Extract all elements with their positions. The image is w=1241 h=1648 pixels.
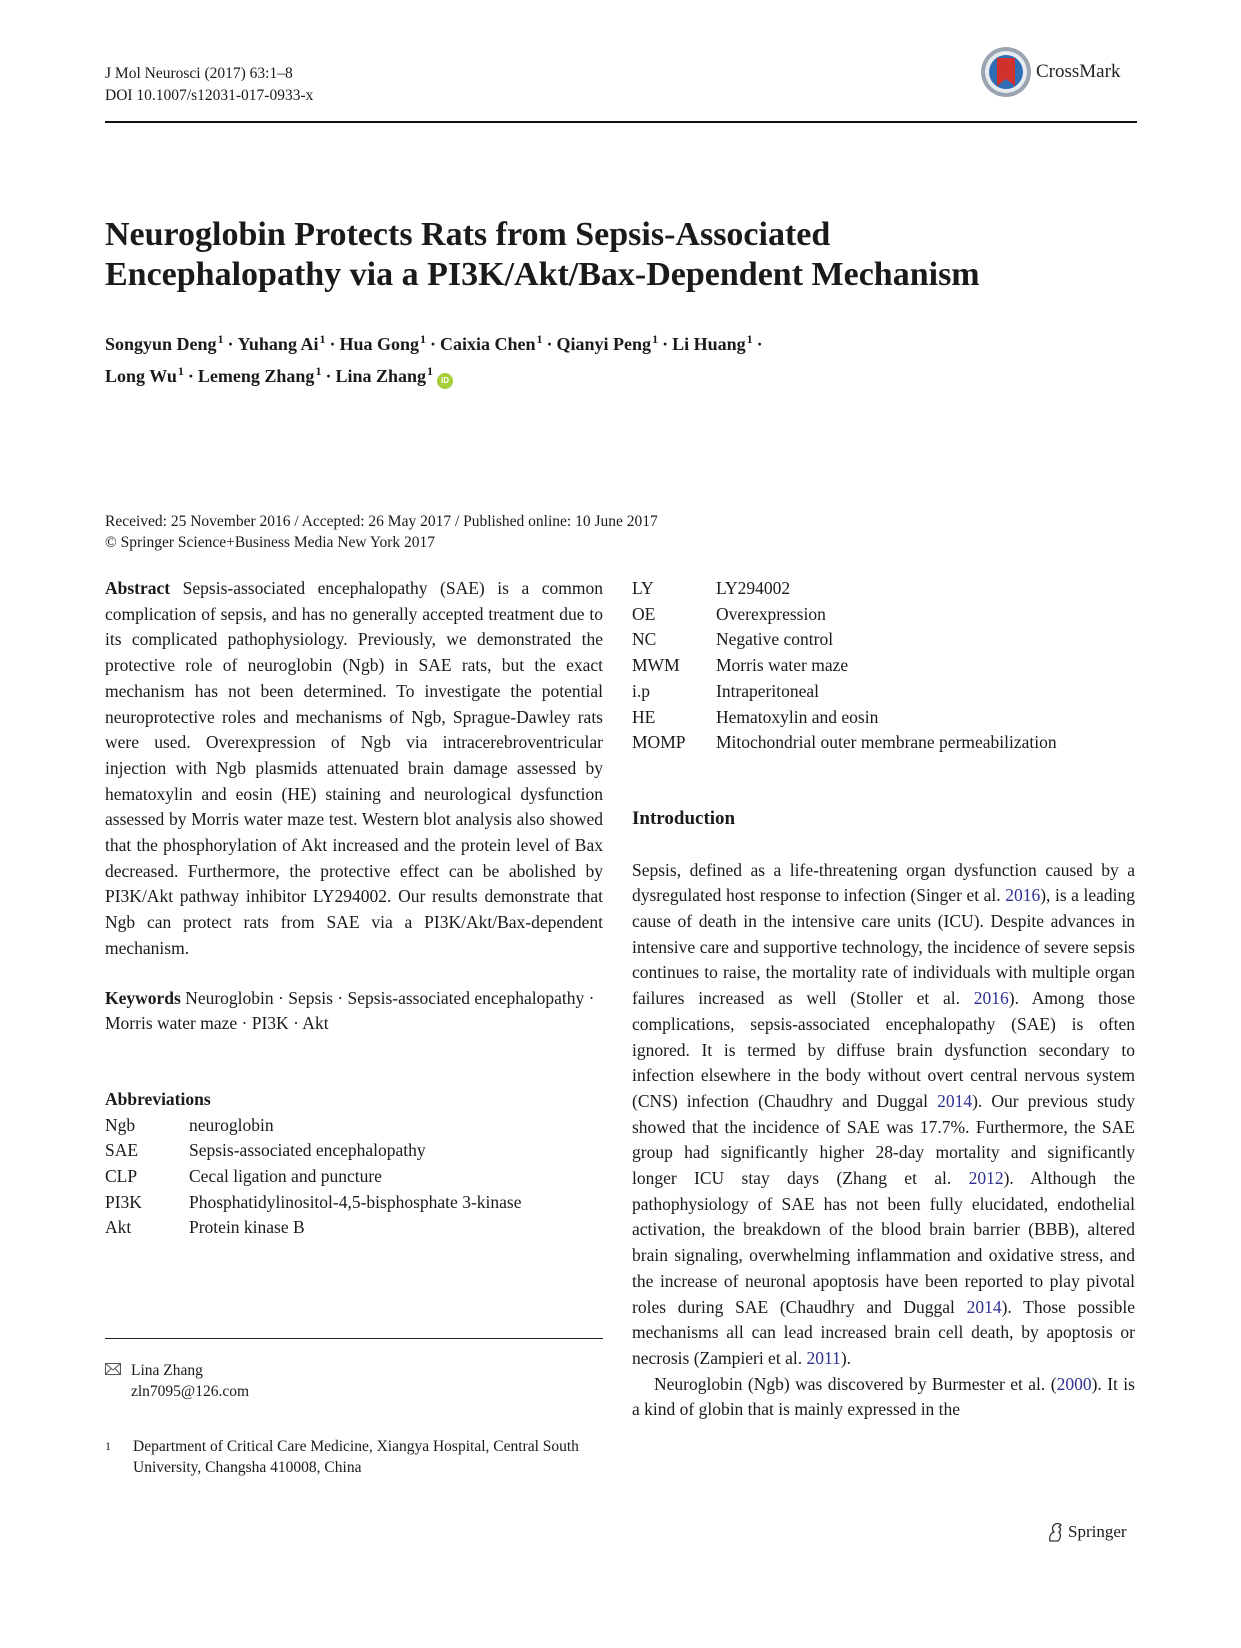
intro-paragraph-2 <box>632 1372 1135 1423</box>
abbreviation-definition: Mitochondrial outer membrane permeabilization <box>716 732 1057 753</box>
introduction-heading: Introduction <box>632 807 736 829</box>
abbreviation: SAE <box>105 1140 139 1161</box>
abbreviations-table-continued <box>632 576 1057 756</box>
intro-text: ). It is a kind of globin that is mainly expressed in the <box>632 1373 1135 1420</box>
citation-link[interactable]: 2016 <box>973 988 1009 1009</box>
author-separator: · <box>756 334 763 354</box>
intro-text: ). Among those complications, sepsis-associated encephalopathy (SAE) is often ignored. It is termed by diffuse brain dysfunction secondary to infection elsewhere in the body without overt central nervous system (CNS) infection (Chaudhry and Duggal <box>632 988 1135 1111</box>
abbreviations-title: Abbreviations <box>105 1088 211 1109</box>
affiliation-marker: 1 <box>420 332 426 346</box>
correspondence <box>105 1360 249 1402</box>
publication-dates <box>105 511 658 553</box>
keywords-label: Keywords <box>105 987 181 1008</box>
affiliation-number: 1 <box>105 1439 111 1453</box>
citation-link[interactable]: 2014 <box>937 1090 973 1111</box>
abbreviation-definition: Protein kinase B <box>189 1217 305 1238</box>
citation-link[interactable]: 2011 <box>806 1347 841 1368</box>
abbreviation-row <box>632 653 1057 679</box>
author-name[interactable]: Yuhang Ai <box>237 334 319 354</box>
affiliation-marker: 1 <box>427 364 433 378</box>
abbreviation-row <box>105 1113 521 1139</box>
intro-text: ). Those possible mechanisms all can lead increased brain cell death, by apoptosis or necrosis (Zampieri et al. <box>632 1296 1135 1368</box>
abbreviation-row <box>105 1138 521 1164</box>
publisher-name: Springer <box>1068 1522 1127 1541</box>
abbreviation-row <box>105 1164 521 1190</box>
abstract-label: Abstract <box>105 578 171 598</box>
abstract <box>105 576 603 962</box>
author-name[interactable]: Lina Zhang <box>335 366 426 386</box>
journal-citation: J Mol Neurosci (2017) 63:1–8 <box>105 65 293 82</box>
author-name[interactable]: Long Wu <box>105 366 177 386</box>
article-title <box>105 215 1135 295</box>
abbreviation-definition: Morris water maze <box>716 655 849 676</box>
crossmark-badge[interactable] <box>980 46 1120 98</box>
affiliation-marker: 1 <box>177 364 184 378</box>
intro-text: Neuroglobin (Ngb) was discovered by Burmester et al. ( <box>654 1373 1057 1394</box>
orcid-icon[interactable]: iD <box>437 373 453 389</box>
author-separator: · <box>546 334 553 354</box>
abbreviation: i.p <box>632 680 650 701</box>
corresponding-author: Lina Zhang <box>131 1362 203 1379</box>
abbreviation-definition: Sepsis-associated encephalopathy <box>189 1140 426 1161</box>
abbreviation: HE <box>632 706 656 727</box>
history-dates: Received: 25 November 2016 / Accepted: 26 May 2017 / Published online: 10 June 2017 <box>105 513 658 530</box>
author-name[interactable]: Qianyi Peng <box>556 334 652 354</box>
abbreviation-row <box>632 627 1057 653</box>
intro-text: ). Our previous study showed that the incidence of SAE was 17.7%. Furthermore, the SAE group had significantly higher 28-day mortality and significantly longer ICU stay days (Zhang et al. <box>632 1090 1136 1189</box>
author-name[interactable]: Lemeng Zhang <box>197 366 315 386</box>
keywords <box>105 986 603 1037</box>
abbreviation-row <box>632 730 1057 756</box>
corresponding-email[interactable]: zln7095@126.com <box>131 1383 250 1400</box>
intro-paragraph-1 <box>632 858 1135 1372</box>
abbreviation: Ngb <box>105 1114 136 1135</box>
affiliation-text: Department of Critical Care Medicine, Xiangya Hospital, Central South University, Changsha 410008, China <box>133 1438 579 1476</box>
abbreviation-row <box>632 705 1057 731</box>
abbreviation: MOMP <box>632 732 686 753</box>
author-separator: · <box>662 334 669 354</box>
intro-text: Sepsis, defined as a life-threatening organ dysfunction caused by a dysregulated host response to infection (Singer et al. <box>632 859 1135 906</box>
abbreviation-definition: Overexpression <box>716 603 826 624</box>
envelope-icon[interactable] <box>105 1360 123 1381</box>
abbreviation: PI3K <box>105 1191 142 1212</box>
citation-link[interactable]: 2016 <box>1005 885 1041 906</box>
abbreviation: Akt <box>105 1217 132 1238</box>
affiliation-marker: 1 <box>319 332 326 346</box>
abbreviation-row <box>632 602 1057 628</box>
author-name[interactable]: Songyun Deng <box>105 334 217 354</box>
affiliation-marker: 1 <box>536 332 543 346</box>
affiliation-marker: 1 <box>652 332 659 346</box>
abbreviation-definition: Phosphatidylinositol-4,5-bisphosphate 3-kinase <box>189 1191 522 1212</box>
right-column <box>632 576 1135 1423</box>
abbreviation: CLP <box>105 1166 138 1187</box>
intro-text: ). Although the pathophysiology of SAE has not been fully elucidated, endothelial activation, the breakdown of the blood brain barrier (BBB), altered brain signaling, overwhelming inflammation and oxidative stress, and the increase of neuronal apoptosis have been reported to play pivotal roles during SAE (Chaudhry and Duggal <box>632 1168 1136 1317</box>
left-column <box>105 576 603 1241</box>
abbreviation-definition: Negative control <box>716 629 834 650</box>
citation-link[interactable]: 2000 <box>1056 1373 1092 1394</box>
springer-footer <box>1046 1522 1127 1542</box>
citation-link[interactable]: 2012 <box>968 1168 1004 1189</box>
abstract-text: Sepsis-associated encephalopathy (SAE) is a common complication of sepsis, and has no generally accepted treatment due to its complicated pathophysiology. Previously, we demonstrated the protective role of neuroglobin (Ngb) in SAE rats, but the exact mechanism has not been determined. To investigate the potential neuroprotective roles and mechanisms of Ngb, Sprague-Dawley rats were used. Overexpression of Ngb via intracerebroventricular injection with Ngb plasmids attenuated brain damage assessed by hematoxylin and eosin (HE) staining and neurological dysfunction assessed by Morris water maze test. Western blot analysis also showed that the phosphorylation of Akt increased and the protein level of Bax decreased. Furthermore, the protective effect can be abolished by PI3K/Akt pathway inhibitor LY294002. Our results demonstrate that Ngb can protect rats from SAE via a PI3K/Akt/Bax-dependent mechanism. <box>105 578 603 958</box>
abbreviation: NC <box>632 629 657 650</box>
abbreviation: LY <box>632 578 654 598</box>
abbreviation-definition: neuroglobin <box>189 1114 274 1135</box>
author-name[interactable]: Hua Gong <box>339 334 419 354</box>
author-name[interactable]: Li Huang <box>672 334 746 354</box>
crossmark-label: CrossMark <box>1036 61 1121 82</box>
affiliation-marker: 1 <box>217 332 224 346</box>
author-line-1 <box>105 326 1135 358</box>
author-separator: · <box>227 334 234 354</box>
affiliation-marker: 1 <box>315 364 322 378</box>
author-separator: · <box>430 334 437 354</box>
title-line-2: Encephalopathy via a PI3K/Akt/Bax-Dependent Mechanism <box>105 256 980 293</box>
footnote-rule <box>105 1338 603 1339</box>
abbreviation-definition: LY294002 <box>716 578 791 598</box>
crossmark-icon <box>980 46 1032 98</box>
citation-link[interactable]: 2014 <box>966 1296 1002 1317</box>
intro-text: ), is a leading cause of death in the intensive care units (ICU). Despite advances in intensive care and supportive technology, the incidence of severe sepsis continues to raise, the mortality rate of individuals with multiple organ failures increased as well (Stoller et al. <box>632 885 1136 1009</box>
affiliation-marker: 1 <box>746 332 753 346</box>
author-separator: · <box>329 334 336 354</box>
springer-horse-icon <box>1046 1522 1064 1542</box>
abbreviation-definition: Intraperitoneal <box>716 680 820 701</box>
doi[interactable]: DOI 10.1007/s12031-017-0933-x <box>105 87 314 104</box>
affiliation <box>105 1436 603 1478</box>
abbreviation-row <box>105 1215 521 1241</box>
abbreviation: MWM <box>632 655 680 676</box>
keywords-text: Neuroglobin · Sepsis · Sepsis-associated encephalopathy · Morris water maze · PI3K · Akt <box>105 987 595 1034</box>
abbreviations-table <box>105 1113 521 1242</box>
abbreviation-row <box>632 679 1057 705</box>
introduction-body <box>632 858 1135 1423</box>
copyright: © Springer Science+Business Media New York 2017 <box>105 534 436 551</box>
author-separator: · <box>325 366 332 386</box>
abbreviation-row <box>632 576 1057 602</box>
author-name[interactable]: Caixia Chen <box>440 334 536 354</box>
author-list <box>105 326 1135 390</box>
author-separator: · <box>187 366 194 386</box>
intro-text: ). <box>840 1347 852 1368</box>
journal-header <box>105 63 313 107</box>
author-line-2 <box>105 358 1135 390</box>
abbreviation: OE <box>632 603 656 624</box>
abbreviation-row <box>105 1190 521 1216</box>
abbreviation-definition: Hematoxylin and eosin <box>716 706 879 727</box>
header-rule <box>105 121 1137 123</box>
abbreviation-definition: Cecal ligation and puncture <box>189 1166 382 1187</box>
title-line-1: Neuroglobin Protects Rats from Sepsis-Associated <box>105 216 831 253</box>
